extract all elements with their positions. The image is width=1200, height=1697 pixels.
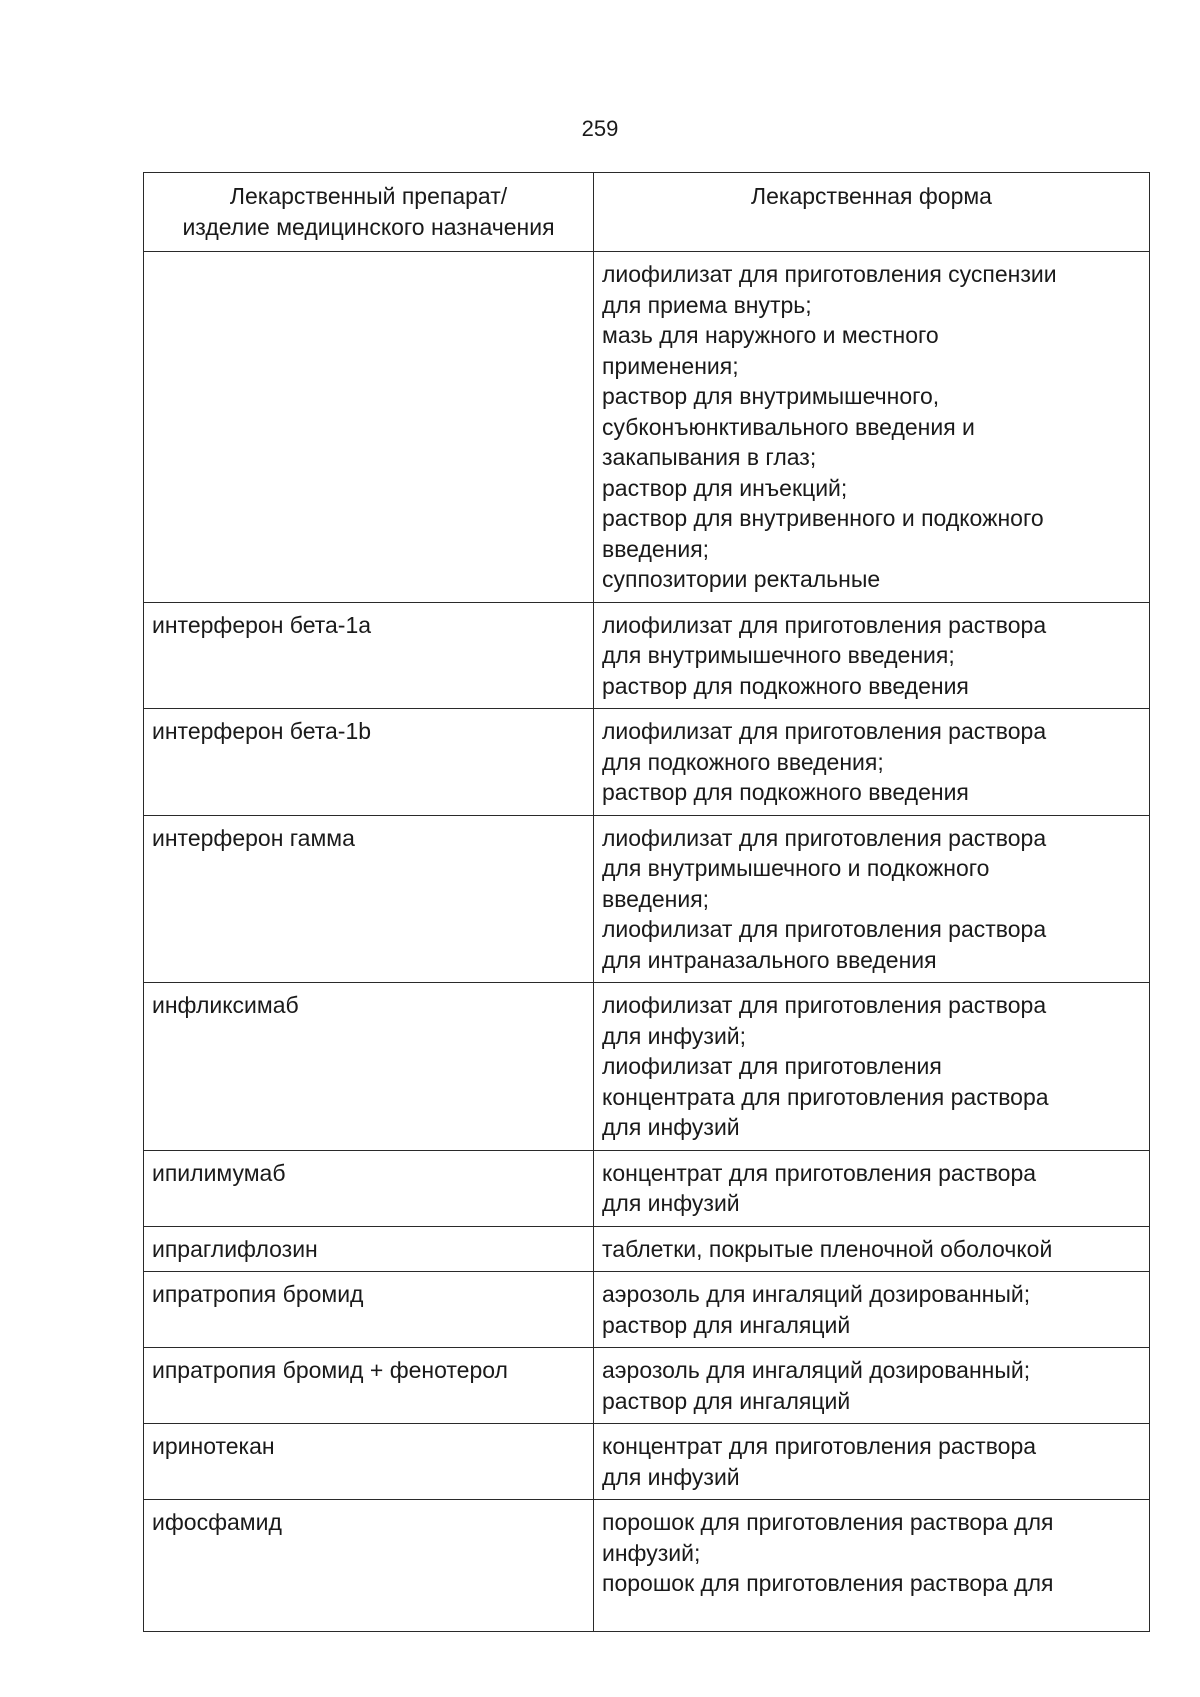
drug-cell: ипраглифлозин	[144, 1226, 594, 1272]
header-drug: Лекарственный препарат/ изделие медицинского назначения	[144, 173, 594, 252]
drug-cell: ипилимумаб	[144, 1150, 594, 1226]
table-row	[144, 709, 1150, 816]
table-row	[144, 1150, 1150, 1226]
form-cell: таблетки, покрытые пленочной оболочкой	[594, 1226, 1150, 1272]
drug-cell: ипратропия бромид + фенотерол	[144, 1348, 594, 1424]
page-number: 259	[581, 116, 619, 141]
drug-cell: ипратропия бромид	[144, 1272, 594, 1348]
form-cell: концентрат для приготовления раствора для инфузий	[594, 1150, 1150, 1226]
table-row	[144, 1424, 1150, 1500]
drug-cell: инфликсимаб	[144, 983, 594, 1151]
form-cell: лиофилизат для приготовления раствора для внутримышечного введения; раствор для подкожного введения	[594, 602, 1150, 709]
form-cell: лиофилизат для приготовления раствора для подкожного введения; раствор для подкожного введения	[594, 709, 1150, 816]
drug-cell: ифосфамид	[144, 1500, 594, 1632]
header-form: Лекарственная форма	[594, 173, 1150, 252]
drug-cell	[144, 252, 594, 603]
table-row	[144, 983, 1150, 1151]
form-cell: лиофилизат для приготовления раствора для внутримышечного и подкожного введения; лиофилизат для приготовления раствора для интраназального введения	[594, 815, 1150, 983]
form-cell: лиофилизат для приготовления раствора для инфузий; лиофилизат для приготовления концентрата для приготовления раствора для инфузий	[594, 983, 1150, 1151]
table-row	[144, 1272, 1150, 1348]
table-row	[144, 815, 1150, 983]
table-row	[144, 1348, 1150, 1424]
drug-cell: интерферон гамма	[144, 815, 594, 983]
drug-table	[143, 172, 1150, 1632]
table-row	[144, 252, 1150, 603]
form-cell: аэрозоль для ингаляций дозированный; раствор для ингаляций	[594, 1348, 1150, 1424]
table-row	[144, 602, 1150, 709]
form-cell: порошок для приготовления раствора для инфузий; порошок для приготовления раствора для	[594, 1500, 1150, 1632]
form-cell: аэрозоль для ингаляций дозированный; раствор для ингаляций	[594, 1272, 1150, 1348]
table-header-row	[144, 173, 1150, 252]
table-row	[144, 1226, 1150, 1272]
form-cell: лиофилизат для приготовления суспензии для приема внутрь; мазь для наружного и местного применения; раствор для внутримышечного, субконъюнктивального введения и закапывания в глаз; раствор для инъекций; раствор для внутривенного и подкожного введения; суппозитории ректальные	[594, 252, 1150, 603]
drug-cell: иринотекан	[144, 1424, 594, 1500]
table-row	[144, 1500, 1150, 1632]
drug-cell: интерферон бета-1b	[144, 709, 594, 816]
form-cell: концентрат для приготовления раствора для инфузий	[594, 1424, 1150, 1500]
drug-cell: интерферон бета-1а	[144, 602, 594, 709]
